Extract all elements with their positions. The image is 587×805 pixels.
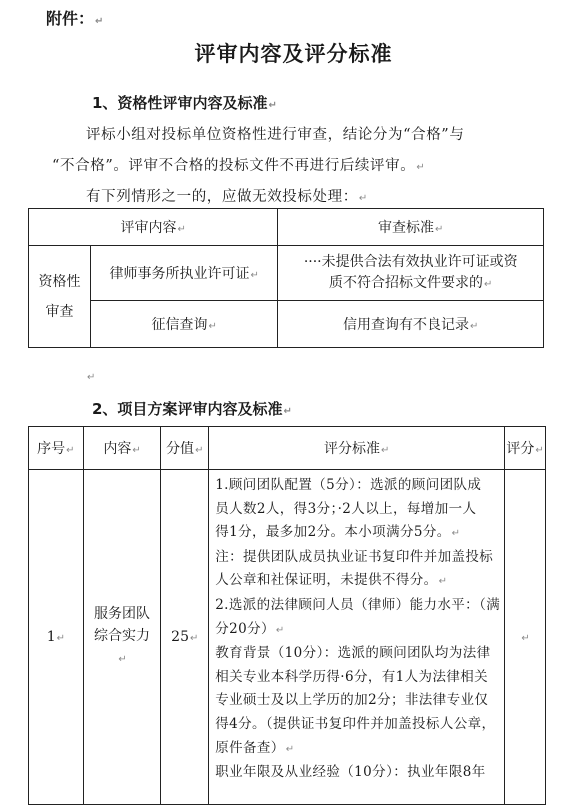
table-row xyxy=(29,301,544,348)
row-score-cell: 25↵ xyxy=(161,470,209,805)
criteria-line: 人公章和社保证明，未提供不得分。↵ xyxy=(215,572,448,589)
table-row xyxy=(29,470,546,805)
criteria-line: 相关专业本科学历得·6分，有1人为法律相关 xyxy=(215,668,489,685)
header-no: 序号↵ xyxy=(29,427,84,470)
criteria-line: 教育背景（10分）：选派的顾问团队均为法律 xyxy=(215,645,491,662)
row-rating-cell: ↵ xyxy=(505,470,546,805)
standard-cell: ····未提供合法有效执业许可证或资质不符合招标文件要求的↵ xyxy=(278,246,544,301)
page-title: 评审内容及评分标准 xyxy=(194,42,393,66)
header-standard: 审查标准↵ xyxy=(278,209,544,246)
criteria-line: 分20分）↵ xyxy=(215,620,285,637)
row-content-cell: 服务团队综合实力↵ xyxy=(83,470,161,805)
header-content: 内容↵ xyxy=(83,427,161,470)
section1-paragraph-line2: “不合格”。评审不合格的投标文件不再进行后续评审。↵ xyxy=(52,158,426,174)
content-cell: 律师事务所执业许可证↵ xyxy=(90,246,278,301)
qualification-table xyxy=(28,208,544,348)
criteria-line: 1.顾问团队配置（5分）：选派的顾问团队成 xyxy=(215,477,482,493)
header-rating: 评分↵ xyxy=(505,427,546,470)
section2-heading: 2、项目方案评审内容及标准↵ xyxy=(92,400,292,418)
row-no-cell: 1↵ xyxy=(29,470,84,805)
criteria-line: 2.选派的法律顾问人员（律师）能力水平：（满 xyxy=(215,596,501,613)
criteria-line: 专业硕士及以上学历的加2分；非法律专业仅 xyxy=(215,692,489,709)
criteria-line: 得4分。（提供证书复印件并加盖投标人公章， xyxy=(215,715,496,732)
table-row xyxy=(29,246,544,301)
blank-line-mark: ↵ xyxy=(87,372,96,383)
header-content: 评审内容↵ xyxy=(29,209,278,246)
criteria-line: 员人数2人，得3分；·2人以上，每增加一人 xyxy=(215,500,477,517)
header-criteria: 评分标准↵ xyxy=(209,427,505,470)
criteria-line: 得1分，最多加2分。本小项满分5分。↵ xyxy=(215,524,461,541)
scoring-table xyxy=(28,426,546,805)
criteria-line: 注：提供团队成员执业证书复印件并加盖投标 xyxy=(215,548,494,565)
scoring-table-header xyxy=(29,427,546,470)
content-cell: 征信查询↵ xyxy=(90,301,278,348)
group-cell: 资格性审查 xyxy=(29,246,91,348)
criteria-line: 职业年限及从业经验（10分）：执业年限8年 xyxy=(215,764,486,781)
header-score: 分值↵ xyxy=(161,427,209,470)
section1-heading: 1、资格性评审内容及标准↵ xyxy=(92,94,277,112)
attachment-label: 附件：↵ xyxy=(46,9,104,28)
criteria-line: 原件备查）↵ xyxy=(215,739,295,756)
row-criteria-cell xyxy=(209,470,505,805)
qualification-table-header xyxy=(29,209,544,246)
standard-cell: 信用查询有不良记录↵ xyxy=(278,301,544,348)
section1-paragraph-line1: 评标小组对投标单位资格性进行审查，结论分为“合格”与 xyxy=(86,127,465,143)
section1-paragraph-invalid: 有下列情形之一的，应做无效投标处理：↵ xyxy=(86,189,368,205)
